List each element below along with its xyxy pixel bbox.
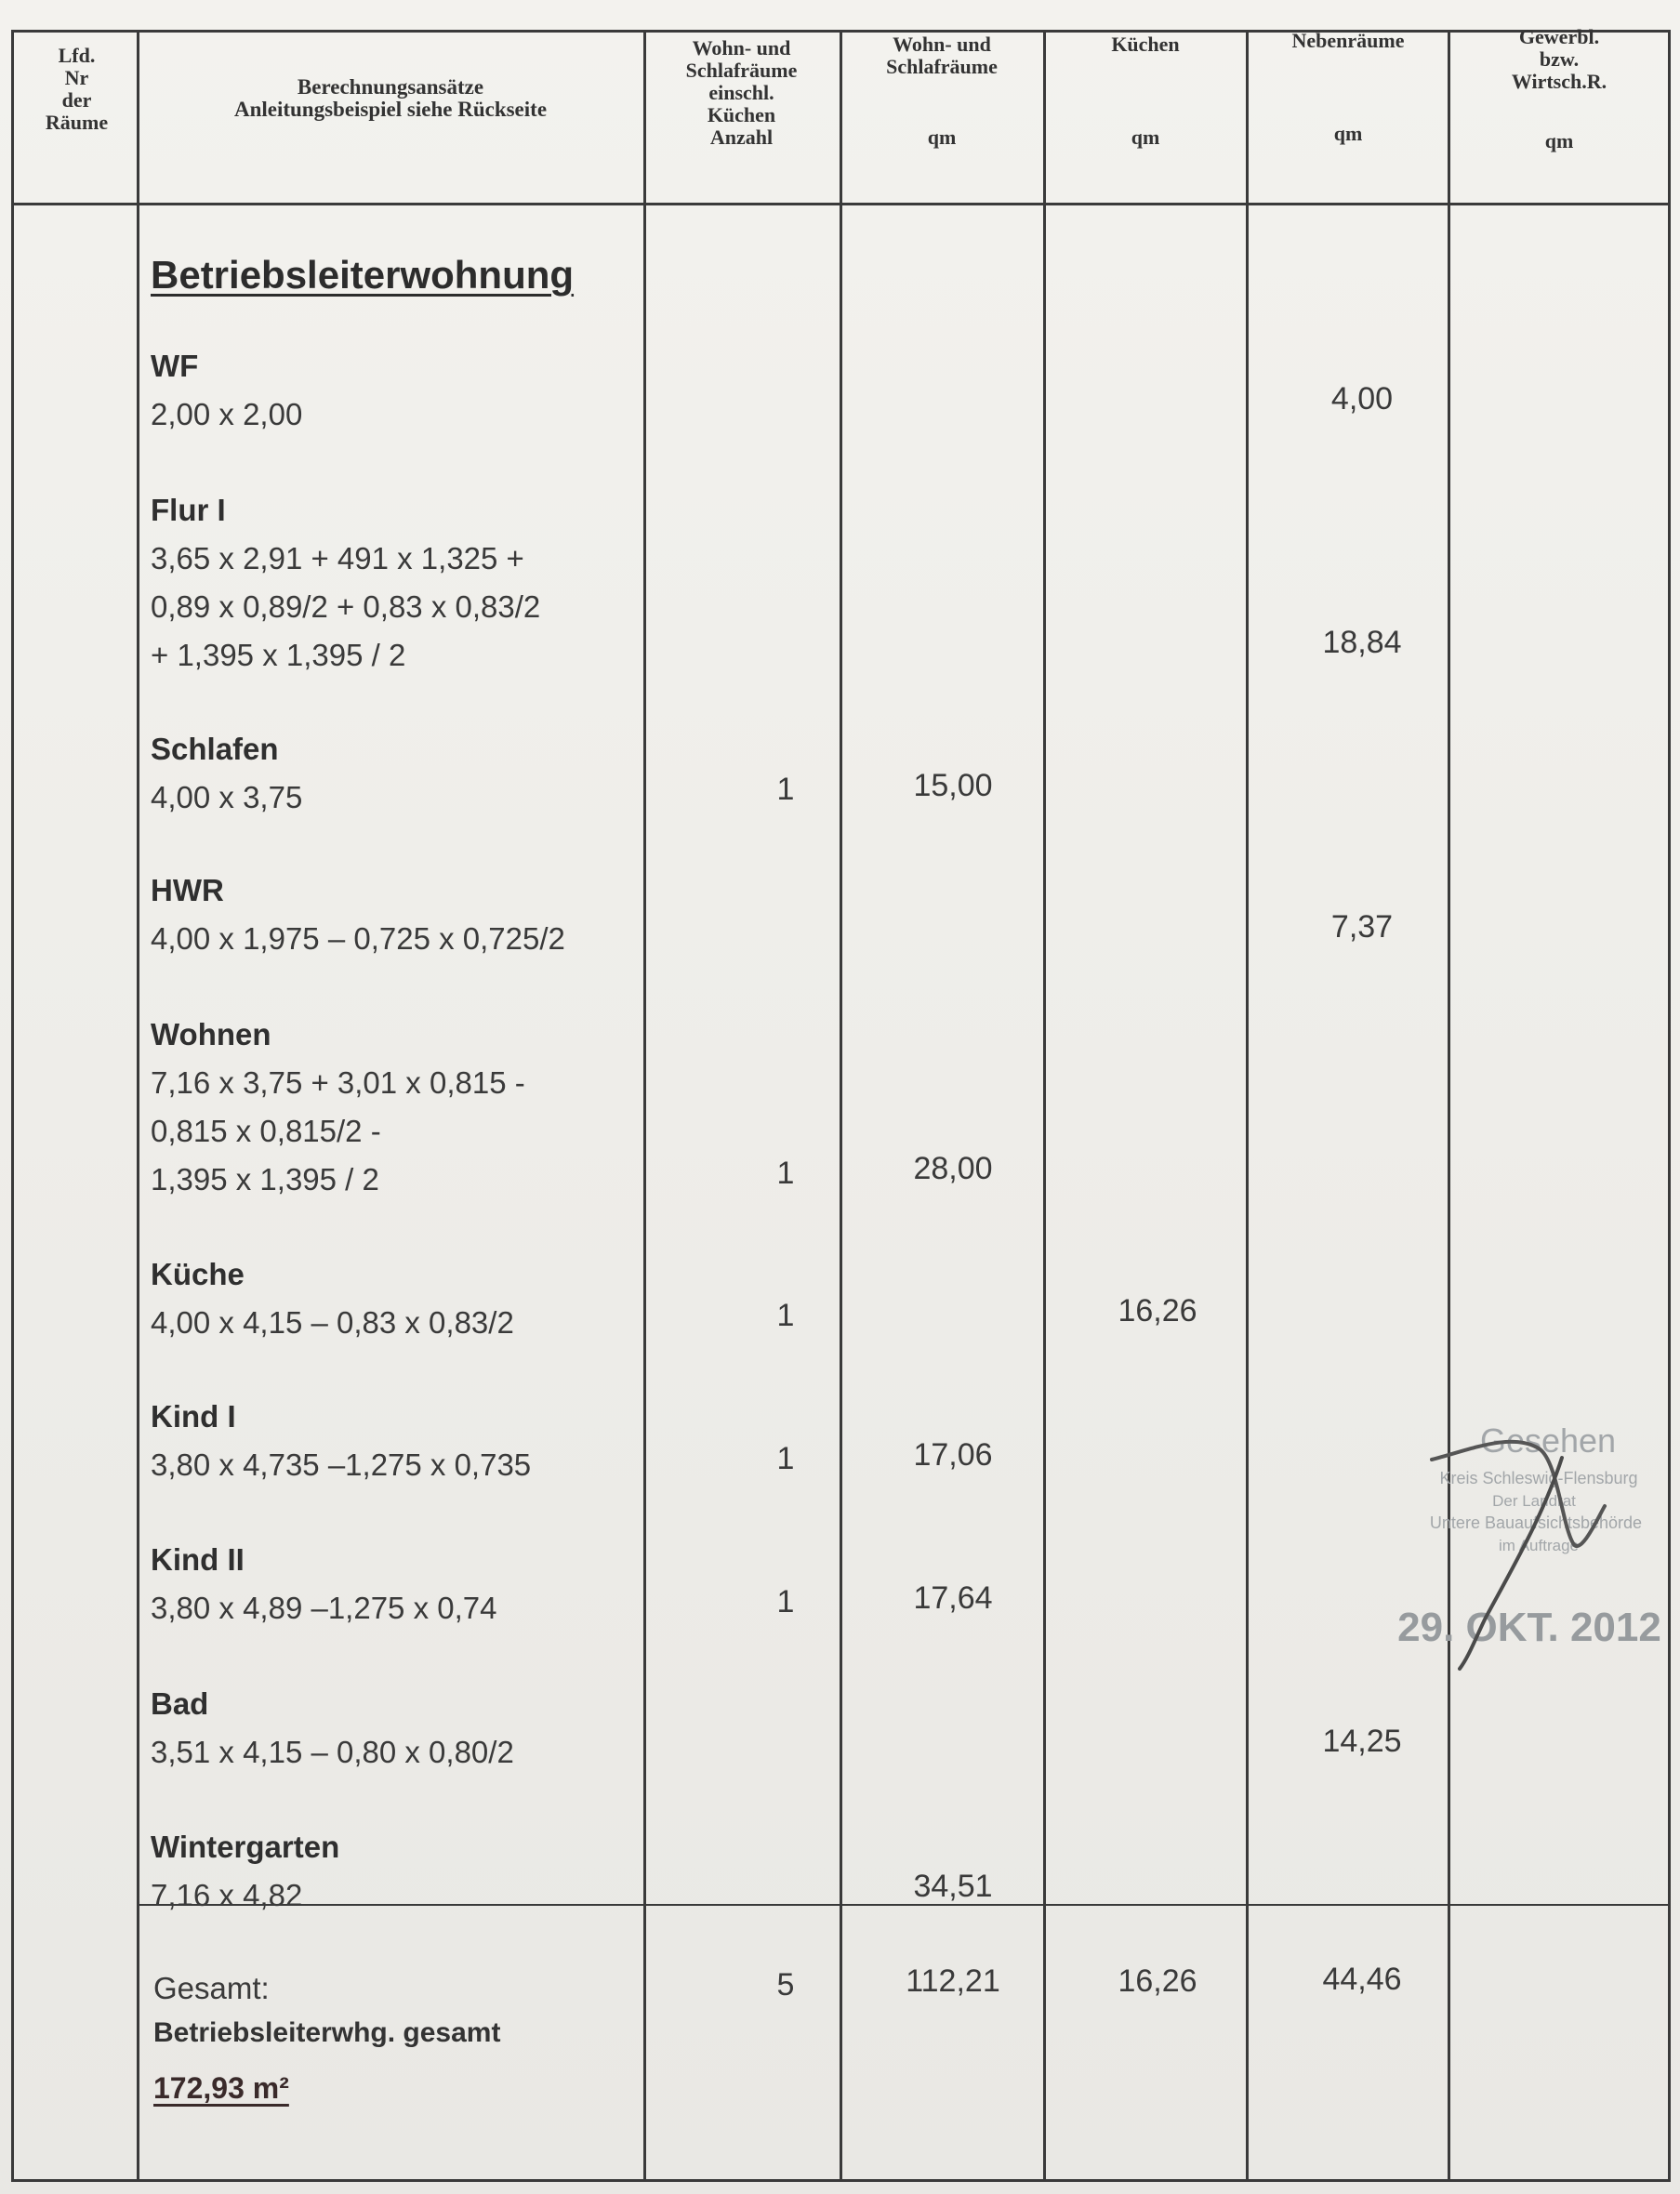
header-anzahl: Wohn- und Schlafräume einschl. Küchen Anzahl: [685, 36, 798, 149]
room-formula: 2,00 x 2,00: [151, 397, 303, 431]
totals-area: 172,93 m²: [153, 2071, 289, 2105]
wohn-value: 15,00: [913, 768, 993, 803]
room-name: Wohnen: [151, 1017, 271, 1051]
column-divider: [1043, 30, 1046, 2182]
totals-sublabel: Betriebsleiterwhg. gesamt: [153, 2017, 501, 2048]
room-formula: 3,65 x 2,91 + 491 x 1,325 +: [151, 541, 524, 575]
room-formula: 7,16 x 3,75 + 3,01 x 0,815 -: [151, 1065, 525, 1100]
room-formula: 3,51 x 4,15 – 0,80 x 0,80/2: [151, 1735, 514, 1769]
room-formula: 4,00 x 3,75: [151, 780, 303, 814]
room-name: WF: [151, 349, 199, 383]
room-kind-ii: [151, 1536, 496, 1632]
room-name: Flur I: [151, 493, 226, 527]
room-formula: 7,16 x 4,82: [151, 1878, 303, 1912]
room-schlafen: [151, 725, 302, 822]
room-kueche: [151, 1250, 514, 1347]
header-berechnung: Berechnungsansätze Anleitungsbeispiel siehe Rückseite: [233, 75, 548, 121]
column-divider: [1246, 30, 1249, 2182]
room-wohnen: [151, 1011, 525, 1204]
anzahl-value: 1: [776, 1441, 795, 1476]
room-formula: 1,395 x 1,395 / 2: [151, 1162, 379, 1196]
room-name: Schlafen: [151, 732, 279, 766]
room-name: HWR: [151, 873, 224, 907]
room-formula: 3,80 x 4,89 –1,275 x 0,74: [151, 1591, 497, 1625]
totals-wohn: 112,21: [906, 1963, 1000, 1999]
room-formula: + 1,395 x 1,395 / 2: [151, 638, 406, 672]
wohn-value: 17,06: [913, 1437, 993, 1473]
room-formula: 4,00 x 4,15 – 0,83 x 0,83/2: [151, 1305, 514, 1340]
header-gewerbl: Gewerbl. bzw. Wirtsch.R. qm: [1511, 25, 1607, 152]
totals-anzahl: 5: [776, 1967, 795, 2002]
neben-value: 18,84: [1322, 625, 1402, 660]
kueche-value: 16,26: [1118, 1293, 1197, 1328]
wohn-value: 17,64: [913, 1580, 993, 1616]
column-divider: [1448, 30, 1450, 2182]
column-divider: [643, 30, 646, 2182]
room-name: Kind II: [151, 1542, 245, 1577]
wohn-value: 28,00: [913, 1151, 993, 1186]
anzahl-value: 1: [776, 772, 795, 807]
section-title: Betriebsleiterwohnung: [151, 253, 575, 297]
approval-stamp: [1329, 1413, 1673, 1692]
header-lfd-nr: Lfd. Nr der Räume: [45, 44, 109, 134]
wohn-value: 34,51: [913, 1869, 993, 1904]
room-name: Bad: [151, 1686, 209, 1721]
room-hwr: [151, 866, 565, 963]
room-bad: [151, 1680, 514, 1777]
header-kuechen: Küchen qm: [1111, 33, 1180, 149]
room-name: Küche: [151, 1257, 245, 1291]
header-rule: [11, 203, 1671, 205]
column-divider: [840, 30, 842, 2182]
stamp-date: 29. OKT. 2012: [1397, 1605, 1661, 1650]
room-kind-i: [151, 1393, 531, 1489]
neben-value: 4,00: [1330, 381, 1394, 416]
room-flur-i: [151, 486, 540, 680]
room-formula: 0,815 x 0,815/2 -: [151, 1114, 381, 1148]
room-wintergarten: [151, 1823, 339, 1920]
neben-value: 14,25: [1322, 1724, 1402, 1759]
header-nebenraeume: Nebenräume qm: [1291, 29, 1405, 145]
totals-neben: 44,46: [1322, 1962, 1402, 1997]
anzahl-value: 1: [776, 1584, 795, 1619]
room-name: Wintergarten: [151, 1830, 340, 1864]
totals-label: Gesamt:: [153, 1971, 270, 2005]
totals-kueche: 16,26: [1118, 1963, 1197, 1999]
stamp-line: im Auftrage: [1499, 1537, 1579, 1554]
stamp-line: Der Landrat: [1492, 1492, 1576, 1510]
header-wohn-schlaf: Wohn- und Schlafräume qm: [886, 33, 998, 149]
room-wf: [151, 342, 302, 439]
neben-value: 7,37: [1330, 909, 1394, 945]
room-formula: 0,89 x 0,89/2 + 0,83 x 0,83/2: [151, 589, 541, 624]
stamp-line: Untere Bauaufsichtsbehörde: [1429, 1513, 1643, 1532]
room-name: Kind I: [151, 1399, 236, 1434]
anzahl-value: 1: [776, 1156, 795, 1191]
room-formula: 3,80 x 4,735 –1,275 x 0,735: [151, 1447, 532, 1482]
stamp-graphic: [1329, 1413, 1673, 1692]
column-divider: [137, 30, 139, 2182]
stamp-line: Kreis Schleswig-Flensburg: [1439, 1469, 1638, 1487]
stamp-line: Gesehen: [1479, 1421, 1617, 1460]
anzahl-value: 1: [776, 1298, 795, 1333]
room-formula: 4,00 x 1,975 – 0,725 x 0,725/2: [151, 921, 565, 956]
